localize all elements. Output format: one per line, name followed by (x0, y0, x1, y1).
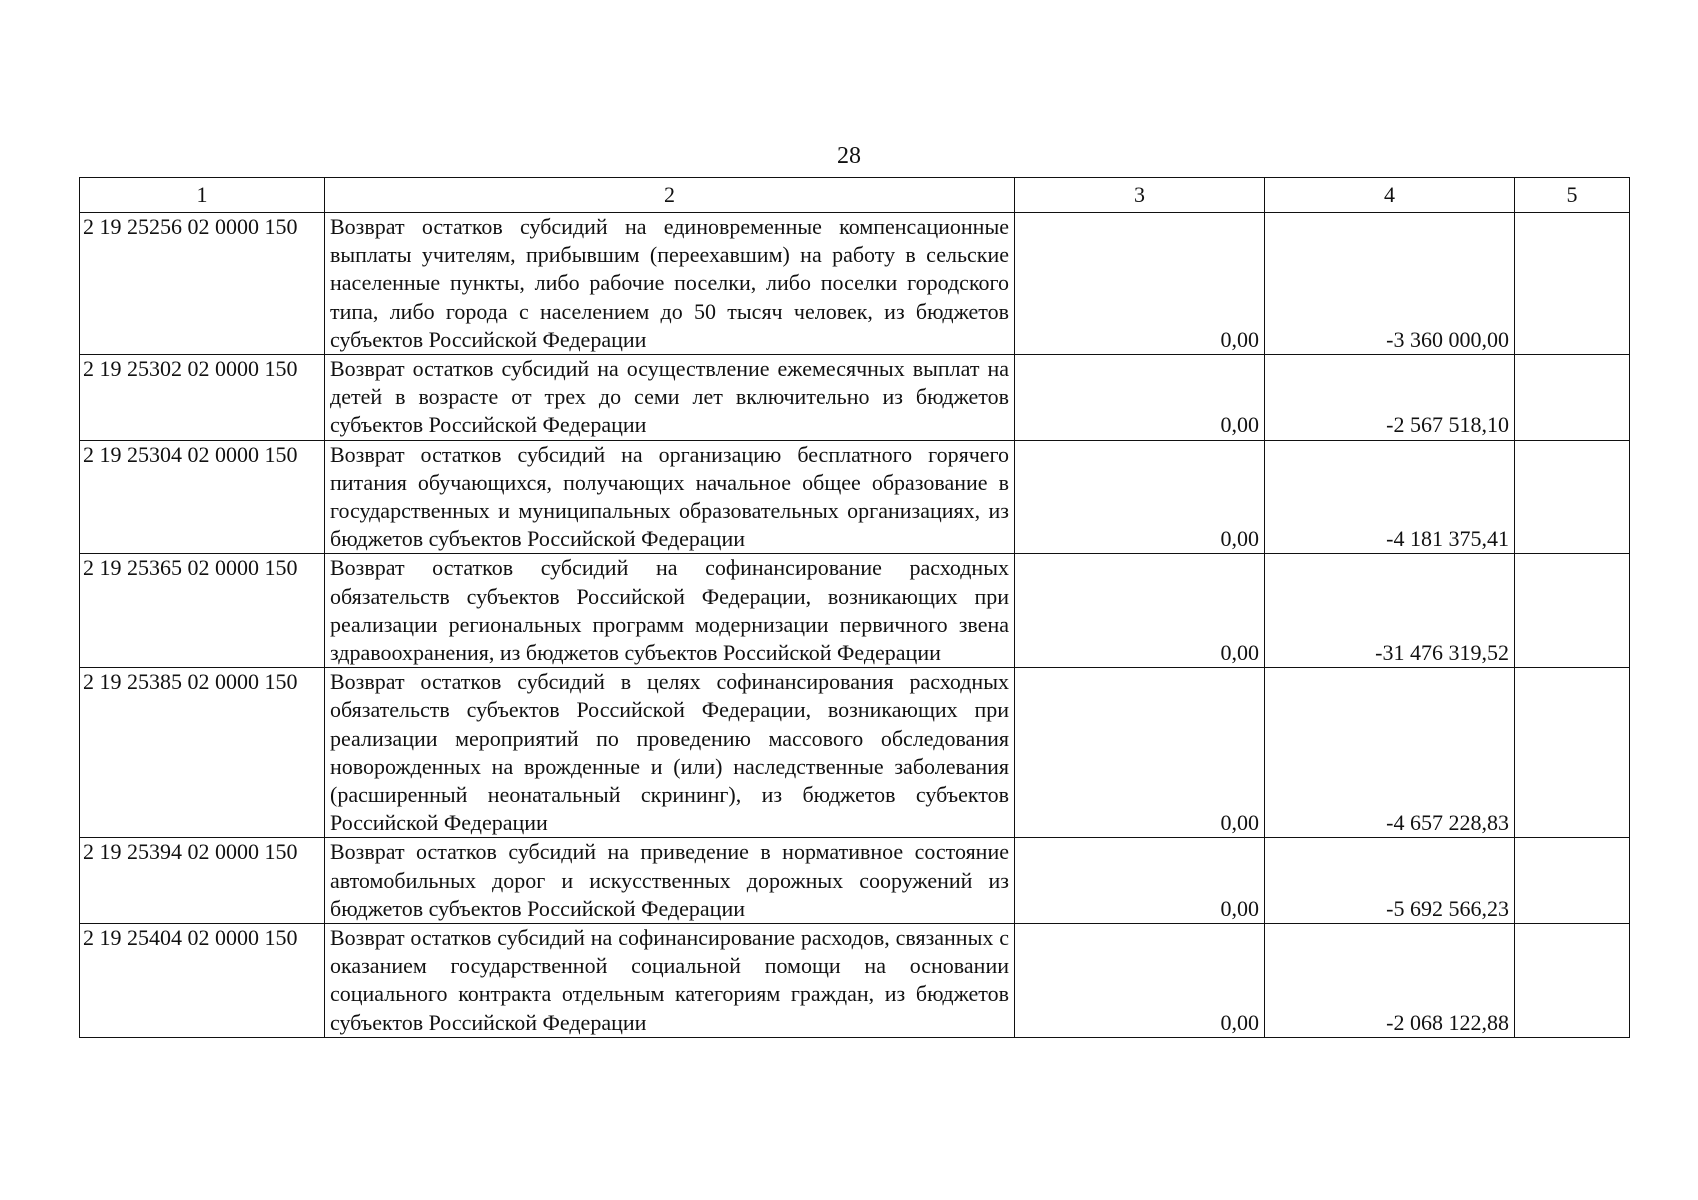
table-row (80, 838, 1630, 924)
row-code: 2 19 25385 02 0000 150 (80, 668, 325, 838)
row-value-col5 (1515, 213, 1630, 355)
row-description: Возврат остатков субсидий на софинансирование расходов, связанных с оказанием государственной социальной помощи на основании социального контракта отдельным категориям граждан, из бюджетов субъектов Российской Федерации (325, 924, 1015, 1038)
row-value-col5 (1515, 838, 1630, 924)
row-value-col4: -3 360 000,00 (1265, 213, 1515, 355)
row-description: Возврат остатков субсидий на приведение в нормативное состояние автомобильных дорог и искусственных дорожных сооружений из бюджетов субъектов Российской Федерации (325, 838, 1015, 924)
row-value-col5 (1515, 668, 1630, 838)
row-value-col3: 0,00 (1015, 924, 1265, 1038)
row-value-col5 (1515, 440, 1630, 554)
row-value-col4: -4 181 375,41 (1265, 440, 1515, 554)
table-row (80, 213, 1630, 355)
column-number-2: 2 (325, 178, 1015, 213)
column-number-4: 4 (1265, 178, 1515, 213)
row-code: 2 19 25256 02 0000 150 (80, 213, 325, 355)
table-row (80, 440, 1630, 554)
table-row (80, 924, 1630, 1038)
row-code: 2 19 25394 02 0000 150 (80, 838, 325, 924)
column-number-1: 1 (80, 178, 325, 213)
row-value-col3: 0,00 (1015, 554, 1265, 668)
row-value-col4: -4 657 228,83 (1265, 668, 1515, 838)
row-description: Возврат остатков субсидий на осуществление ежемесячных выплат на детей в возрасте от трех до семи лет включительно из бюджетов субъектов Российской Федерации (325, 355, 1015, 441)
row-value-col3: 0,00 (1015, 668, 1265, 838)
budget-table (79, 177, 1630, 1038)
page-number: 28 (837, 143, 861, 169)
table-row (80, 355, 1630, 441)
row-code: 2 19 25365 02 0000 150 (80, 554, 325, 668)
row-description: Возврат остатков субсидий в целях софинансирования расходных обязательств субъектов Российской Федерации, возникающих при реализации мероприятий по проведению массового обследования новорожденных на врожденные и (или) наследственные заболевания (расширенный неонатальный скрининг), из бюджетов субъектов Российской Федерации (325, 668, 1015, 838)
row-code: 2 19 25302 02 0000 150 (80, 355, 325, 441)
table-row (80, 668, 1630, 838)
row-code: 2 19 25404 02 0000 150 (80, 924, 325, 1038)
row-value-col4: -2 567 518,10 (1265, 355, 1515, 441)
row-value-col3: 0,00 (1015, 213, 1265, 355)
table-row (80, 554, 1630, 668)
row-description: Возврат остатков субсидий на единовременные компенсационные выплаты учителям, прибывшим (переехавшим) на работу в сельские населенные пункты, либо рабочие поселки, либо поселки городского типа, либо города с населением до 50 тысяч человек, из бюджетов субъектов Российской Федерации (325, 213, 1015, 355)
row-value-col4: -2 068 122,88 (1265, 924, 1515, 1038)
row-value-col5 (1515, 355, 1630, 441)
row-value-col3: 0,00 (1015, 838, 1265, 924)
row-description: Возврат остатков субсидий на софинансирование расходных обязательств субъектов Российской Федерации, возникающих при реализации региональных программ модернизации первичного звена здравоохранения, из бюджетов субъектов Российской Федерации (325, 554, 1015, 668)
row-value-col4: -31 476 319,52 (1265, 554, 1515, 668)
row-value-col5 (1515, 924, 1630, 1038)
row-value-col5 (1515, 554, 1630, 668)
row-value-col3: 0,00 (1015, 440, 1265, 554)
row-value-col3: 0,00 (1015, 355, 1265, 441)
row-description: Возврат остатков субсидий на организацию бесплатного горячего питания обучающихся, получающих начальное общее образование в государственных и муниципальных образовательных организациях, из бюджетов субъектов Российской Федерации (325, 440, 1015, 554)
column-number-row (80, 178, 1630, 213)
column-number-3: 3 (1015, 178, 1265, 213)
row-code: 2 19 25304 02 0000 150 (80, 440, 325, 554)
row-value-col4: -5 692 566,23 (1265, 838, 1515, 924)
column-number-5: 5 (1515, 178, 1630, 213)
